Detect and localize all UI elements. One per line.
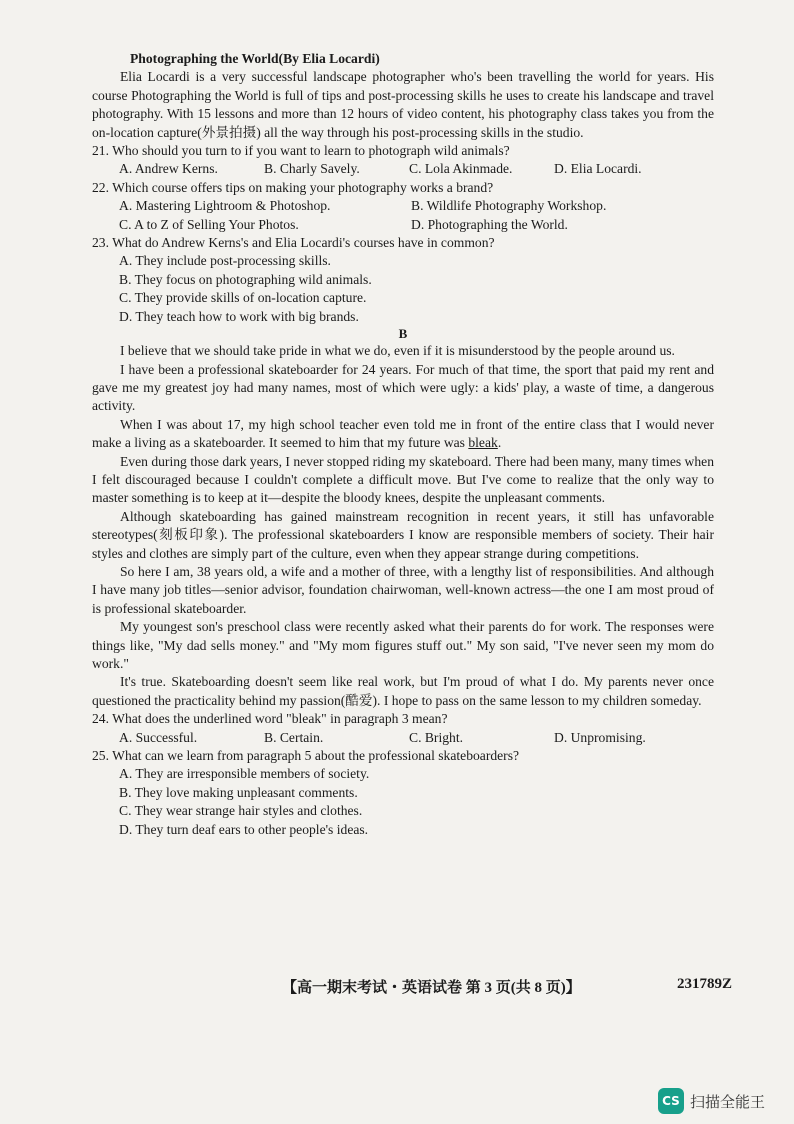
scanner-watermark: [658, 1088, 765, 1114]
section-b-heading: B: [398, 326, 408, 342]
q23-option-b: B. They focus on photographing wild animals.: [119, 271, 372, 287]
footer-code: 231789Z: [676, 976, 732, 992]
q21-option-c: C. Lola Akinmade.: [409, 161, 513, 177]
question-21-stem: 21. Who should you turn to if you want to learn to photograph wild animals?: [92, 143, 510, 159]
q23-option-c: C. They provide skills of on-location capture.: [119, 290, 367, 306]
q24-option-d: D. Unpromising.: [554, 729, 646, 745]
q23-option-a: A. They include post-processing skills.: [119, 253, 331, 269]
q25-option-b: B. They love making unpleasant comments.: [119, 784, 358, 800]
passage-b-paragraph-3: [92, 416, 714, 453]
paragraph-3-end: .: [497, 435, 502, 451]
q21-option-d: D. Elia Locardi.: [554, 161, 642, 177]
passage-b-paragraph-6: So here I am, 38 years old, a wife and a mother of three, with a lengthy list of responsibilities. And although I have many job titles—senior advisor, foundation chairwoman, well-known actress—the one I am most proud of is professional skateboarder.: [92, 563, 714, 616]
passage-b-paragraph-1: I believe that we should take pride in what we do, even if it is misunderstood by the people around us.: [120, 343, 675, 359]
q21-option-a: A. Andrew Kerns.: [119, 161, 218, 177]
question-23-stem: 23. What do Andrew Kerns's and Elia Locardi's courses have in common?: [92, 235, 495, 251]
passage-b-paragraph-8: It's true. Skateboarding doesn't seem like real work, but I'm proud of what I do. My parents never once questioned the practicality behind my passion(酷爱). I hope to pass on the same lesson to my children someday.: [92, 674, 714, 708]
content-column: [92, 50, 714, 839]
q23-option-d: D. They teach how to work with big brands.: [119, 308, 359, 324]
q22-option-d: D. Photographing the World.: [411, 216, 568, 232]
paragraph-3-text: When I was about 17, my high school teacher even told me in front of the entire class that I would never make a living as a skateboarder. It seemed to him that my future was: [92, 416, 714, 451]
camscanner-logo-icon: CS: [658, 1088, 684, 1114]
q24-option-c: C. Bright.: [409, 729, 464, 745]
question-25-stem: 25. What can we learn from paragraph 5 about the professional skateboarders?: [92, 748, 520, 764]
passage-b-paragraph-4: Even during those dark years, I never stopped riding my skateboard. There had been many, many times when I felt discouraged because I couldn't complete a difficult move. But I've come to realize that the only way to master something is to keep at it—despite the bloody knees, despite the unpleasant comments.: [92, 453, 714, 506]
passage-b-paragraph-7: My youngest son's preschool class were recently asked what their parents do for work. The responses were things like, "My dad sells money." and "My mom figures stuff out." My son said, "I've never seen my mom do work.": [92, 619, 714, 671]
q24-option-a: A. Successful.: [119, 729, 198, 745]
passage-a-paragraph: Elia Locardi is a very successful landscape photographer who's been travelling the world for years. His course Photographing the World is full of tips and post-processing skills he uses to create his landscape and travel photography. With 15 lessons and more than 12 hours of video content, his photography class takes you from the on-location capture(外景拍摄) all the way through his post-processing skills in the studio.: [92, 69, 714, 140]
passage-b-paragraph-2: I have been a professional skateboarder for 24 years. For much of that time, the sport that paid my rent and gave me my greatest joy had many names, most of which were ugly: a kids' play, a waste of time, a dangerous activity.: [92, 361, 714, 414]
scanner-app-label: 扫描全能王: [690, 1092, 766, 1111]
passage-a-title: Photographing the World(By Elia Locardi): [130, 51, 380, 66]
question-22-options-row2: [92, 216, 714, 234]
question-21-options: [92, 160, 714, 178]
q24-option-b: B. Certain.: [264, 729, 324, 745]
question-24-stem: 24. What does the underlined word "bleak" in paragraph 3 mean?: [92, 711, 448, 727]
page-footer: [92, 976, 732, 997]
q22-option-c: C. A to Z of Selling Your Photos.: [119, 216, 299, 232]
passage-b-paragraph-5: Although skateboarding has gained mainstream recognition in recent years, it still has unfavorable stereotypes(刻板印象). The professional skateboarders I know are responsible members of society. Their hair styles and clothes are simply part of the culture, even when they appear strange during competitions.: [92, 508, 714, 561]
question-22-options-row1: [92, 197, 714, 215]
q25-option-c: C. They wear strange hair styles and clothes.: [119, 803, 363, 819]
q22-option-a: A. Mastering Lightroom & Photoshop.: [119, 198, 331, 214]
question-24-options: [92, 729, 714, 747]
q25-option-d: D. They turn deaf ears to other people's ideas.: [119, 821, 369, 837]
footer-title: 【高一期末考试・英语试卷 第 3 页(共 8 页)】: [282, 980, 581, 996]
q22-option-b: B. Wildlife Photography Workshop.: [411, 198, 607, 214]
underlined-word-bleak: bleak: [468, 435, 498, 451]
q25-option-a: A. They are irresponsible members of society.: [119, 766, 370, 782]
question-22-stem: 22. Which course offers tips on making your photography works a brand?: [92, 179, 494, 195]
q21-option-b: B. Charly Savely.: [264, 161, 360, 177]
